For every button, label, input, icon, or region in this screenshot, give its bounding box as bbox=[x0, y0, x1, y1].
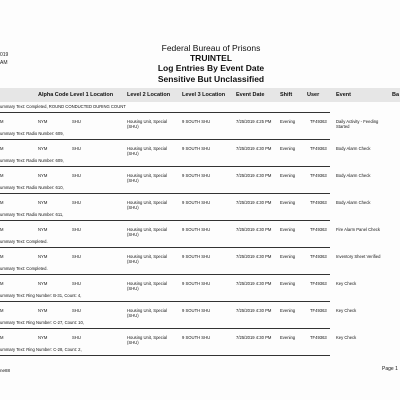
cell-level3: 9 SOUTH SHU bbox=[182, 146, 211, 151]
entry-summary: ummary Text: Completed. bbox=[0, 239, 48, 244]
entry-summary: ummary Text: Radio Number: 610, bbox=[0, 185, 64, 190]
cell-alpha-code: NYM bbox=[38, 119, 48, 124]
cell-level3: 9 SOUTH SHU bbox=[182, 200, 211, 205]
cell-level1: SHU bbox=[72, 173, 81, 178]
cell-event-date: 7/25/2019 4:30 PM bbox=[236, 254, 272, 259]
cell-user: TF49363 bbox=[310, 173, 327, 178]
entry-summary: ummary Text: Ring Number: C-28, Count: 2, bbox=[0, 347, 82, 352]
cell-alpha-code: NYM bbox=[38, 254, 48, 259]
col-level2: Level 2 Location bbox=[127, 92, 171, 98]
log-entry-row bbox=[0, 224, 400, 246]
cell-alpha-code: NYM bbox=[38, 308, 48, 313]
cell-level2: Housing Unit, Special (SHU) bbox=[127, 308, 168, 318]
facility-name: TRUINTEL bbox=[189, 53, 233, 63]
summary-text: ummary Text: Completed, ROUND CONDUCTED DURING COUNT bbox=[0, 104, 126, 109]
cell-am-pm: M bbox=[0, 173, 4, 178]
divider bbox=[0, 139, 330, 140]
cell-event-date: 7/25/2019 4:30 PM bbox=[236, 335, 272, 340]
log-entry-row bbox=[0, 251, 400, 273]
footer-code: ne88 bbox=[0, 368, 11, 373]
cell-event: Key Check bbox=[336, 308, 357, 313]
col-shift: Shift bbox=[280, 92, 293, 98]
col-alpha-code: Alpha Code bbox=[38, 92, 69, 98]
cell-am-pm: M bbox=[0, 200, 4, 205]
cell-shift: Evening bbox=[280, 227, 296, 232]
cell-am-pm: M bbox=[0, 227, 4, 232]
cell-alpha-code: NYM bbox=[38, 146, 48, 151]
cell-level3: 9 SOUTH SHU bbox=[182, 254, 211, 259]
cell-event: Inventory Sheet Verified bbox=[336, 254, 381, 259]
entry-summary: ummary Text: Completed. bbox=[0, 266, 48, 271]
cell-level1: SHU bbox=[72, 335, 81, 340]
cell-event: Body Alarm Check bbox=[336, 173, 371, 178]
col-user: User bbox=[307, 92, 320, 98]
col-event: Event bbox=[336, 92, 351, 98]
cell-level2: Housing Unit, Special (SHU) bbox=[127, 200, 168, 210]
divider bbox=[0, 112, 330, 113]
cell-user: TF49363 bbox=[310, 308, 327, 313]
col-ba: Ba bbox=[392, 92, 400, 98]
cell-level1: SHU bbox=[72, 146, 81, 151]
cell-level2: Housing Unit, Special (SHU) bbox=[127, 281, 168, 291]
cell-am-pm: M bbox=[0, 146, 4, 151]
cell-event: Body Alarm Check bbox=[336, 146, 371, 151]
print-date: 019 bbox=[0, 52, 9, 58]
entry-summary: ummary Text: Radio Number: 609, bbox=[0, 131, 64, 136]
cell-event: Key Check bbox=[336, 281, 357, 286]
cell-shift: Evening bbox=[280, 119, 296, 124]
cell-event-date: 7/25/2019 4:30 PM bbox=[236, 308, 272, 313]
cell-am-pm: M bbox=[0, 308, 4, 313]
cell-level3: 9 SOUTH SHU bbox=[182, 335, 211, 340]
report-title: Log Entries By Event Date bbox=[157, 63, 265, 73]
agency-title: Federal Bureau of Prisons bbox=[161, 43, 261, 53]
cell-user: TF49363 bbox=[310, 281, 327, 286]
column-header-bar bbox=[0, 88, 400, 102]
cell-shift: Evening bbox=[280, 308, 296, 313]
cell-level3: 9 SOUTH SHU bbox=[182, 119, 211, 124]
cell-level1: SHU bbox=[72, 281, 81, 286]
cell-level2: Housing Unit, Special (SHU) bbox=[127, 227, 168, 237]
entry-summary: ummary Text: Radio Number: 609, bbox=[0, 158, 64, 163]
cell-event-date: 7/25/2019 4:30 PM bbox=[236, 200, 272, 205]
cell-user: TF49363 bbox=[310, 335, 327, 340]
cell-shift: Evening bbox=[280, 173, 296, 178]
divider bbox=[0, 247, 330, 248]
cell-shift: Evening bbox=[280, 335, 296, 340]
cell-alpha-code: NYM bbox=[38, 200, 48, 205]
cell-user: TF49363 bbox=[310, 227, 327, 232]
cell-alpha-code: NYM bbox=[38, 335, 48, 340]
cell-user: TF49363 bbox=[310, 254, 327, 259]
entry-summary: ummary Text: Ring Number: C-27, Count: 10, bbox=[0, 320, 84, 325]
cell-am-pm: M bbox=[0, 254, 4, 259]
divider bbox=[0, 220, 330, 221]
divider bbox=[0, 166, 330, 167]
divider bbox=[0, 274, 330, 275]
cell-level1: SHU bbox=[72, 308, 81, 313]
cell-event: Body Alarm Check bbox=[336, 200, 371, 205]
cell-event-date: 7/25/2019 4:30 PM bbox=[236, 227, 272, 232]
cell-level1: SHU bbox=[72, 254, 81, 259]
cell-event-date: 7/25/2019 4:25 PM bbox=[236, 119, 272, 124]
cell-level3: 9 SOUTH SHU bbox=[182, 173, 211, 178]
classification-label: Sensitive But Unclassified bbox=[157, 74, 265, 84]
cell-alpha-code: NYM bbox=[38, 281, 48, 286]
print-time: AM bbox=[0, 60, 8, 66]
divider bbox=[0, 355, 330, 356]
cell-level2: Housing Unit, Special (SHU) bbox=[127, 146, 168, 156]
divider bbox=[0, 328, 330, 329]
divider bbox=[0, 301, 330, 302]
cell-event: Daily Activity - Feeding Started bbox=[336, 119, 379, 129]
cell-user: TF49363 bbox=[310, 119, 327, 124]
cell-alpha-code: NYM bbox=[38, 173, 48, 178]
cell-user: TF49363 bbox=[310, 200, 327, 205]
cell-alpha-code: NYM bbox=[38, 227, 48, 232]
cell-shift: Evening bbox=[280, 200, 296, 205]
col-event-date: Event Date bbox=[236, 92, 265, 98]
cell-level3: 9 SOUTH SHU bbox=[182, 308, 211, 313]
cell-level3: 9 SOUTH SHU bbox=[182, 281, 211, 286]
cell-event-date: 7/25/2019 4:30 PM bbox=[236, 146, 272, 151]
cell-event-date: 7/25/2019 4:30 PM bbox=[236, 281, 272, 286]
cell-level1: SHU bbox=[72, 200, 81, 205]
cell-level2: Housing Unit, Special (SHU) bbox=[127, 119, 168, 129]
cell-am-pm: M bbox=[0, 335, 4, 340]
cell-event: Fire Alarm Panel Check bbox=[336, 227, 380, 232]
cell-level2: Housing Unit, Special (SHU) bbox=[127, 335, 168, 345]
cell-shift: Evening bbox=[280, 146, 296, 151]
cell-level1: SHU bbox=[72, 227, 81, 232]
cell-shift: Evening bbox=[280, 281, 296, 286]
cell-level3: 9 SOUTH SHU bbox=[182, 227, 211, 232]
page-number: Page 1 bbox=[382, 366, 398, 372]
entry-summary: ummary Text: Radio Number: 611, bbox=[0, 212, 64, 217]
cell-user: TF49363 bbox=[310, 146, 327, 151]
cell-am-pm: M bbox=[0, 281, 4, 286]
col-level3: Level 3 Location bbox=[182, 92, 226, 98]
cell-event: Key Check bbox=[336, 335, 357, 340]
cell-level2: Housing Unit, Special (SHU) bbox=[127, 254, 168, 264]
col-level1: Level 1 Location bbox=[70, 92, 114, 98]
cell-event-date: 7/25/2019 4:30 PM bbox=[236, 173, 272, 178]
cell-level1: SHU bbox=[72, 119, 81, 124]
entry-summary: ummary Text: Ring Number: B-31, Count: 4, bbox=[0, 293, 82, 298]
cell-am-pm: M bbox=[0, 119, 4, 124]
divider bbox=[0, 193, 330, 194]
cell-shift: Evening bbox=[280, 254, 296, 259]
cell-level2: Housing Unit, Special (SHU) bbox=[127, 173, 168, 183]
